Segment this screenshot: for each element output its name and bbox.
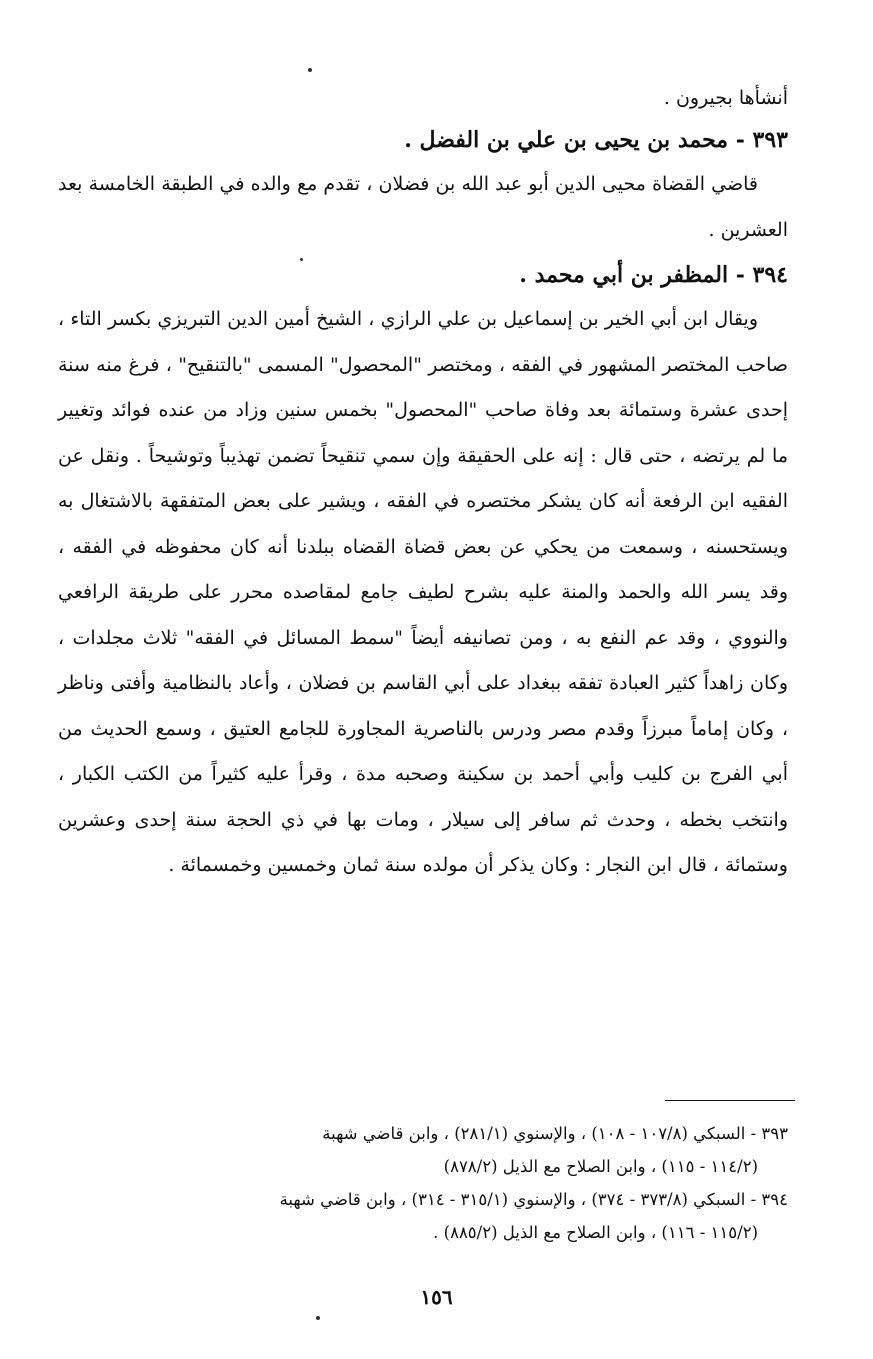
- footnote-394-continued: (١١٥/٢ - ١١٦) ، وابن الصلاح مع الذيل (٨٨٥/٢) .: [433, 1223, 758, 1242]
- entry-393-body: قاضي القضاة محيى الدين أبو عبد الله بن فضلان ، تقدم مع والده في الطبقة الخامسة بعد العشرين .: [58, 173, 788, 241]
- footnote-394: ٣٩٤ - السبكي (٣٧٣/٨ - ٣٧٤) ، والإسنوي (٣١٥/١ - ٣١٤) ، وابن قاضي شهبة: [279, 1190, 788, 1209]
- page-number: ١٥٦: [420, 1285, 453, 1309]
- entry-394-body: ويقال ابن أبي الخير بن إسماعيل بن علي الرازي ، الشيخ أمين الدين التبريزي بكسر التاء ، صاحب المختصر المشهور في الفقه ، ومختصر "المحصول" المسمى "بالتنقيح" ، فرغ منه سنة إحدى عشرة وستمائة بعد وفاة صاحب "المحصول" بخمس سنين وزاد من عنده فوائد وتغيير ما لم يرتضه ، حتى قال : إنه على الحقيقة وإن سمي تنقيحاً تضمن تهذيباً وتوشيحاً . ونقل عن الفقيه ابن الرفعة أنه كان يشكر مختصره في الفقه ، ويشير على بعض المتفقهة بالاشتغال به ويستحسنه ، وسمعت من يحكي عن بعض قضاة القضاه ببلدنا أنه كان محفوظه في الفقه ، وقد يسر الله والحمد والمنة عليه بشرح لطيف جامع لمقاصده محرر على طريقة الرافعي والنووي ، وقد عم النفع به ، ومن تصانيفه أيضاً "سمط المسائل في الفقه" ثلاث مجلدات ، وكان زاهداً كثير العبادة تفقه ببغداد على أبي القاسم بن فضلان ، وأعاد بالنظامية وأفتى وناظر ، وكان إماماً مبرزاً وقدم مصر ودرس بالناصرية المجاورة للجامع العتيق ، وسمع الحديث من أبي الفرج بن كليب وأبي أحمد بن سكينة وصحبه مدة ، وقرأ عليه كثيراً من الكتب الكبار ، وانتخب بخطه ، وحدث ثم سافر إلى سيلار ، ومات بها في ذي الحجة سنة إحدى وعشرين وستمائة ، قال ابن النجار : وكان يذكر أن مولده سنة ثمان وخمسين وخمسمائة .: [58, 308, 788, 876]
- footnotes: [60, 1117, 788, 1249]
- footnote-divider: [665, 1100, 795, 1101]
- footnote-393-continued: (١١٤/٢ - ١١٥) ، وابن الصلاح مع الذيل (٨٧٨/٢): [443, 1157, 758, 1176]
- entry-394-heading: ٣٩٤ - المظفر بن أبي محمد .: [519, 262, 788, 288]
- intro-line: أنشأها بجيرون .: [663, 87, 788, 109]
- entry-393-heading: ٣٩٣ - محمد بن يحيى بن علي بن الفضل .: [404, 127, 788, 153]
- ink-speck: [316, 1316, 320, 1320]
- main-text: [58, 78, 788, 889]
- footnote-393: ٣٩٣ - السبكي (١٠٧/٨ - ١٠٨) ، والإسنوي (٢٨١/١) ، وابن قاضي شهبة: [322, 1124, 788, 1143]
- ink-speck: [308, 68, 312, 72]
